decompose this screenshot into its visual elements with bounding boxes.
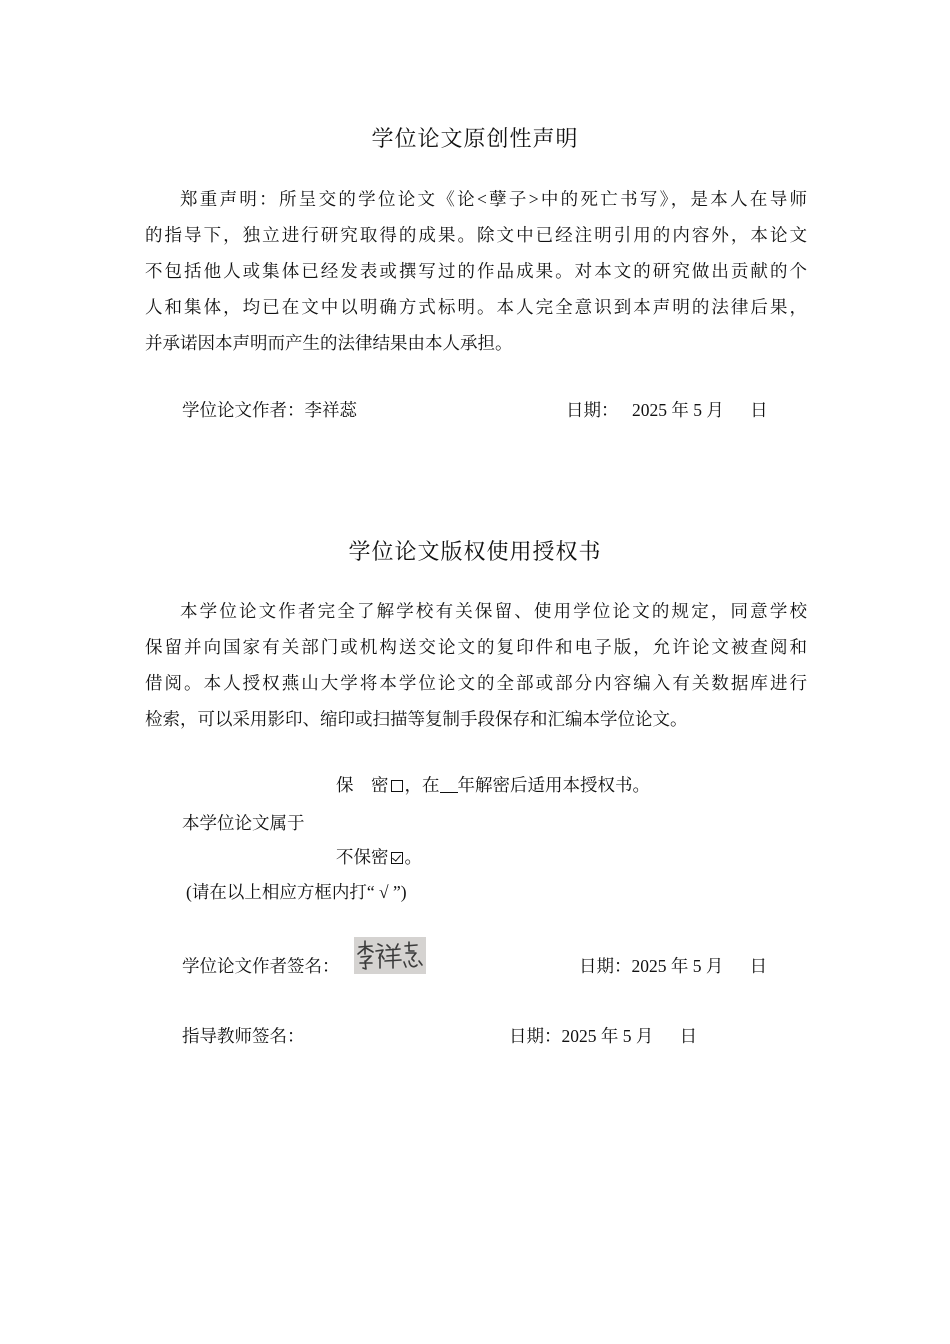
- declaration-line: 人和集体，均已在文中以明确方式标明。本人完全意识到本声明的法律后果，: [145, 297, 807, 317]
- nonconfidential-label: 不保密: [336, 847, 389, 867]
- nonconfidential-option: [336, 845, 422, 869]
- declaration-author: 学位论文作者：李祥蕊: [182, 400, 357, 420]
- declaration-line: 郑重声明：所呈交的学位论文《论<孽子>中的死亡书写》，是本人在导师: [180, 189, 807, 209]
- years-blank: [440, 778, 458, 793]
- author-sign-label: 学位论文作者签名：: [182, 956, 340, 976]
- advisor-sign-date: 日期：2025 年 5 月 日: [509, 1026, 698, 1046]
- author-sign-date: 日期：2025 年 5 月 日: [579, 956, 768, 976]
- authorization-body: [145, 593, 807, 737]
- confidential-option: [336, 773, 650, 797]
- confidential-suffix-text: 年解密后适用本授权书。: [457, 775, 650, 795]
- confidential-checkbox[interactable]: [391, 780, 403, 792]
- belongs-label: 本学位论文属于: [182, 813, 305, 833]
- author-signature-image: [354, 937, 426, 974]
- declaration-date-label: 日期：: [566, 400, 619, 420]
- instruction-text: (请在以上相应方框内打“ √ ”): [186, 882, 407, 902]
- nonconfidential-suffix: 。: [404, 847, 422, 867]
- confidential-label: 保 密: [336, 775, 389, 795]
- declaration-line: 不包括他人或集体已经发表或撰写过的作品成果。对本文的研究做出贡献的个: [145, 261, 807, 281]
- declaration-title: 学位论文原创性声明: [371, 127, 579, 152]
- nonconfidential-checkbox[interactable]: [391, 852, 403, 864]
- handwritten-signature: [354, 937, 426, 974]
- declaration-body: [145, 181, 807, 361]
- authorization-line: 检索，可以采用影印、缩印或扫描等复制手段保存和汇编本学位论文。: [145, 709, 688, 729]
- authorization-line: 保留并向国家有关部门或机构送交论文的复印件和电子版，允许论文被查阅和: [145, 637, 807, 657]
- authorization-line: 借阅。本人授权燕山大学将本学位论文的全部或部分内容编入有关数据库进行: [145, 673, 807, 693]
- authorization-title: 学位论文版权使用授权书: [348, 540, 602, 565]
- declaration-line: 的指导下，独立进行研究取得的成果。除文中已经注明引用的内容外，本论文: [145, 225, 807, 245]
- advisor-sign-label: 指导教师签名：: [182, 1026, 305, 1046]
- declaration-date-value: 2025 年 5 月 日: [632, 400, 768, 420]
- declaration-line: 并承诺因本声明而产生的法律结果由本人承担。: [145, 333, 513, 353]
- authorization-line: 本学位论文作者完全了解学校有关保留、使用学位论文的规定，同意学校: [180, 601, 807, 621]
- confidential-mid-text: ，在: [404, 775, 440, 795]
